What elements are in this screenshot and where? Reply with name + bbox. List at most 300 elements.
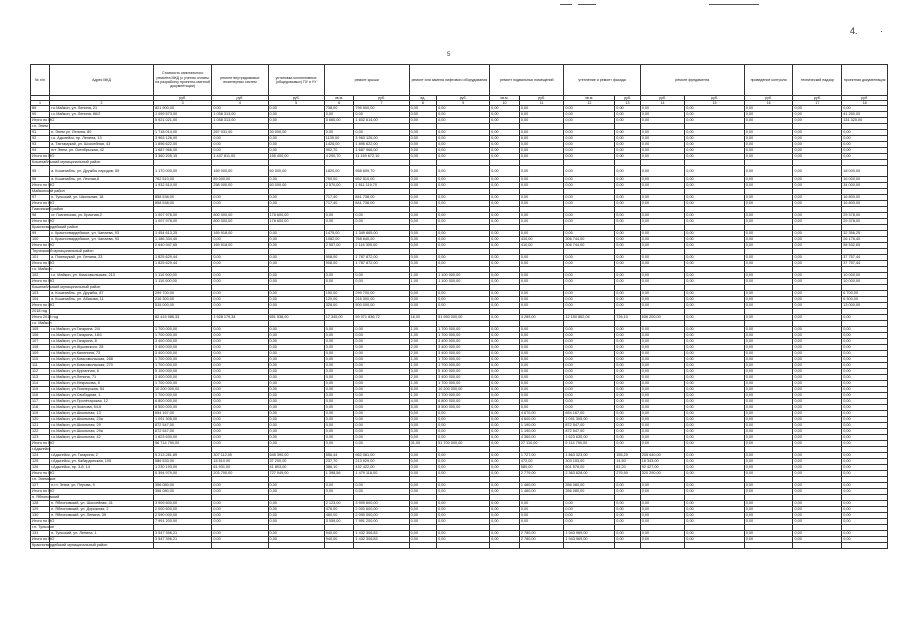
table-cell: 0,00 [268,417,324,423]
table-cell: 0,00 [793,112,842,118]
table-cell: 0,00 [615,417,640,423]
table-cell: 0,00 [212,387,268,393]
table-cell: 0,00 [564,351,615,357]
table-cell: 82 415 986,33 [154,315,212,321]
table-cell: 0,00 [640,393,685,399]
table-cell: 0,00 [354,333,409,339]
table-cell: 1 623 630,00 [564,435,615,441]
table-cell: 356 080,00 [564,489,615,495]
table-cell: 0,00 [793,351,842,357]
table-cell: 102 [31,273,50,279]
table-cell: 7 991 200,00 [354,519,409,525]
table-cell: 2 557,00 [324,243,354,249]
table-cell: 2018 год [31,309,50,315]
table-cell: 0,00 [519,213,564,219]
table-cell: 0,00 [437,417,490,423]
table-cell: 0,00 [685,441,744,447]
table-cell: 0,00 [793,339,842,345]
table-cell: 16 000,00 [842,177,888,183]
table-cell: 0,00 [842,501,888,507]
col-header-supervision: технический надзор [793,65,842,96]
table-cell: 1 700 000,00 [437,327,490,333]
table-cell: 0,00 [685,429,744,435]
table-cell: 0,00 [409,201,437,207]
table-cell: Итого по МО [32,279,55,283]
table-cell: 0,00 [744,363,793,369]
table-cell: 0,00 [615,195,640,201]
table-cell: 0,00 [437,183,490,189]
table-cell: с. Красногвардейское, ул. Чапаева, 93 [50,237,154,243]
table-cell: 0,00 [564,166,615,177]
table-cell: 2,00 [409,345,437,351]
table-cell: 0,00 [212,195,268,201]
table-cell: 0,00 [354,130,409,136]
table-cell: 0,00 [490,471,520,477]
table-cell: 0,00 [437,513,490,519]
table-cell: 0,00 [615,237,640,243]
table-cell: 750,00 [324,177,354,183]
table-cell: 0,00 [793,154,842,160]
table-cell: 16 800,00 [842,195,888,201]
table-cell: 0,00 [685,435,744,441]
table-cell: 0,00 [842,387,888,393]
table-cell: 0,00 [744,381,793,387]
table-cell: 0,00 [268,261,324,267]
table-cell: 0,00 [615,351,640,357]
table-cell: 1 110 000,00 [154,279,212,285]
table-cell: 0,00 [842,333,888,339]
table-cell: 762 510,00 [154,177,212,183]
table-cell: 0,00 [744,435,793,441]
table-cell: 0,00 [437,136,490,142]
table-cell: 0,00 [409,291,437,297]
table-cell: 0,00 [744,177,793,183]
table-cell: 0,00 [519,183,564,189]
table-cell: 0,00 [685,333,744,339]
table-cell: 0,00 [793,531,842,537]
table-cell: 109 [31,351,50,357]
page-number: 5 [447,52,451,58]
table-cell: 0,00 [268,106,324,112]
table-cell: 0,00 [519,519,564,525]
table-cell: 0,00 [744,375,793,381]
table-cell: 0,00 [490,106,520,112]
table-cell: 0,00 [490,339,520,345]
table-cell: 0,00 [490,148,520,154]
table-cell: 150,00 [324,291,354,297]
table-cell: 0,00 [324,381,354,387]
table-cell: п. Яблоновский, ул. Дорожная, 2 [50,507,154,513]
table-cell: 0,00 [409,118,437,124]
table-cell: 0,00 [685,142,744,148]
table-cell: 0,00 [615,501,640,507]
table-cell: 0,00 [564,213,615,219]
table-cell: г.п. Энем [32,124,48,128]
col-header-roof: ремонт крыши [324,65,409,96]
table-cell: 0,00 [409,142,437,148]
table-cell: г.о.Майкоп, ул. Ленина, 21 [50,106,154,112]
table-cell: 0,00 [744,399,793,405]
col-header-foundation: ремонт фундамента [640,65,744,96]
table-cell: 0,00 [437,237,490,243]
table-cell: 0,00 [685,417,744,423]
table-cell: 106 [31,333,50,339]
table-cell: 0,00 [409,243,437,249]
table-cell: 727 049,00 [268,471,324,477]
table-cell: 16 800,00 [842,201,888,207]
table-cell: 0,00 [685,387,744,393]
table-cell: 119 [31,411,50,417]
table-cell: 5 213 281,89 [154,453,212,459]
table-cell: 652 510,00 [354,177,409,183]
table-cell: 0,00 [744,219,793,225]
table-cell: 636 200,00 [640,315,685,321]
table-cell: 515 000,00 [154,303,212,309]
table-cell: 0,00 [212,327,268,333]
table-cell: 356 080,00 [154,483,212,489]
table-cell: Итого 2018 год [32,315,59,319]
table-cell: 1 190,00 [519,429,564,435]
table-cell: 0,00 [437,423,490,429]
table-cell: 6,00 [409,387,437,393]
table-cell: 0,00 [490,154,520,160]
table-cell: 0,00 [490,177,520,183]
table-cell: 1,00 [409,363,437,369]
table-cell: 1 825 629,44 [154,255,212,261]
table-cell: 0,00 [564,303,615,309]
table-cell: 872 547,00 [154,423,212,429]
table-cell: 0,00 [490,507,520,513]
table-cell: 0,00 [354,423,409,429]
table-cell: 0,00 [615,303,640,309]
table-cell: 0,00 [268,363,324,369]
table-cell: 2,00 [409,375,437,381]
table-cell: 0,00 [519,136,564,142]
table-cell: 7 991 200,00 [154,519,212,525]
table-cell: 0,00 [842,435,888,441]
table-cell: 940,00 [324,537,354,543]
table-cell: 0,00 [212,106,268,112]
table-cell: 0,00 [324,213,354,219]
table-cell: с. Красногвардейское, ул. Чапаева, 93 [50,231,154,237]
table-cell: 9 [437,101,490,106]
table-cell: 117 [31,399,50,405]
table-cell: 0,00 [268,243,324,249]
table-cell: 0,00 [842,357,888,363]
table-cell: 0,00 [268,255,324,261]
table-cell: 0,00 [793,375,842,381]
table-cell: 0,00 [268,435,324,441]
table-cell: 0,00 [744,333,793,339]
table-cell: 89 000,00 [212,177,268,183]
table-cell: 0,00 [640,501,685,507]
table-cell: Итого по МО [32,183,55,187]
table-cell: 0,00 [519,166,564,177]
table-cell: 0,00 [519,339,564,345]
table-cell: 0,00 [615,279,640,285]
table-cell: 1426,00 [324,142,354,148]
table-cell: 0,00 [842,483,888,489]
table-cell: 115 [31,387,50,393]
table-cell: 0,00 [842,375,888,381]
table-cell: 0,00 [564,219,615,225]
table-cell: 0,00 [490,273,520,279]
table-cell: 0,00 [519,333,564,339]
table-cell: 0,00 [490,303,520,309]
table-cell: 0,00 [640,363,685,369]
table-cell: 1,00 [409,357,437,363]
table-cell: 0,00 [793,393,842,399]
table-cell: 0,00 [409,106,437,112]
table-cell: 0,00 [324,345,354,351]
col-header-elevator: ремонт или замена лифтового оборудования [409,65,490,96]
table-cell: 0,00 [564,333,615,339]
table-cell: 0,00 [793,213,842,219]
table-cell: 0,00 [354,339,409,345]
table-cell: 0,00 [354,279,409,285]
table-cell: 0,00 [744,106,793,112]
table-cell: 30 000,00 [268,130,324,136]
table-cell: 0,00 [268,411,324,417]
table-cell: 0,00 [409,435,437,441]
table-cell: 0,00 [793,453,842,459]
table-cell: 267 031,00 [212,130,268,136]
table-cell: 0,00 [842,339,888,345]
table-cell: Итого по МО [32,471,55,475]
table-cell: 114 [31,381,50,387]
table-cell: а. Тахтамукай, ул. Шоссейная, 43 [50,142,154,148]
table-cell: 16,00 [409,315,437,321]
table-cell: 5 394 979,00 [154,471,212,477]
table-cell: 299 700,00 [154,291,212,297]
table-cell: 258 000,00 [212,183,268,189]
table-cell: 3 400 000,00 [437,345,490,351]
table-cell: 169 918,00 [212,231,268,237]
table-cell: 1 687 966,00 [354,148,409,154]
table-cell: 0,00 [793,465,842,471]
table-cell: 0,00 [685,465,744,471]
table-cell: Итого по МО [32,261,55,265]
table-cell: 841 738,00 [354,195,409,201]
table-cell: 0,00 [409,255,437,261]
table-cell: г.о.Майкоп, ул.Пионерская, 54 [50,387,154,393]
table-cell: 98 [31,213,50,219]
table-cell: 0,00 [615,399,640,405]
table-cell: 12 [564,101,615,106]
table-cell: 0,00 [437,219,490,225]
table-cell: 0,00 [437,201,490,207]
table-cell: 0,00 [268,519,324,525]
table-cell: 0,00 [212,519,268,525]
table-cell: 0,00 [615,291,640,297]
table-cell: 0,00 [409,195,437,201]
table-cell: 0,00 [793,237,842,243]
top-rule-left [560,4,572,5]
table-cell: 0,00 [490,219,520,225]
table-cell: 0,00 [564,381,615,387]
table-cell: 1 718 014,00 [154,130,212,136]
table-cell: г.о. Майкоп [32,321,52,325]
table-cell: 0,00 [793,357,842,363]
table-cell: 0,00 [268,507,324,513]
table-cell: 0,00 [437,291,490,297]
table-cell: 0,00 [212,381,268,387]
table-cell: 0,00 [744,273,793,279]
table-cell: 0,00 [615,429,640,435]
table-cell: г.о.Майкоп, ул.Комсомольская, 270 [50,363,154,369]
table-cell: 0,00 [212,369,268,375]
table-cell: 0,00 [744,351,793,357]
table-cell: 0,00 [640,435,685,441]
table-cell: 0,00 [842,411,888,417]
table-cell: 2 000 600,00 [154,507,212,513]
table-cell: 0,00 [685,237,744,243]
table-cell: 0,00 [324,399,354,405]
table-cell: руб. [685,96,744,101]
table-cell: кв.м. [564,96,615,101]
table-cell: 0,00 [640,423,685,429]
table-cell: а. Понежукай, ул. Ленина, 23 [50,255,154,261]
table-cell: 0,00 [268,345,324,351]
table-cell: 0,00 [490,130,520,136]
table-cell: 105 [31,327,50,333]
table-cell [640,543,685,549]
table-cell: 96 [31,177,50,183]
table-cell: 0,00 [640,297,685,303]
table-cell: 0,00 [744,387,793,393]
table-cell: 1 460,00 [519,489,564,495]
table-cell: 0,00 [354,219,409,225]
table-cell: 0,00 [519,148,564,154]
table-cell: 1 896 622,00 [354,142,409,148]
table-cell: 0,00 [519,381,564,387]
table-cell: 169 918,00 [212,243,268,249]
table-cell: 37 757,44 [842,261,888,267]
table-cell: 1 700 000,00 [154,363,212,369]
table-cell: 0,00 [354,435,409,441]
table-cell: 0,00 [354,417,409,423]
table-cell: 0,00 [212,531,268,537]
table-cell: 0,00 [490,501,520,507]
table-cell: 0,00 [354,393,409,399]
table-cell: 0,00 [615,183,640,189]
table-cell: 0,00 [324,273,354,279]
table-cell: 0,00 [324,441,354,447]
table-cell: 3 289,00 [519,315,564,321]
table-cell: 0,00 [685,166,744,177]
table-cell: 1 349 665,00 [354,231,409,237]
table-cell: 0,00 [354,411,409,417]
table-cell: 1820,00 [324,166,354,177]
table-cell: кв.м. [490,96,520,101]
table-cell: 0,00 [744,327,793,333]
table-cell: 1 700 000,00 [437,381,490,387]
table-cell: 0,00 [615,112,640,118]
table-cell: 0,00 [268,399,324,405]
table-cell: 11 [519,101,564,106]
table-cell: 0,00 [212,345,268,351]
table-cell: 31,00 [409,441,437,447]
table-cell: 0,00 [564,231,615,237]
table-cell: 580,00 [519,465,564,471]
table-cell: 0,00 [744,417,793,423]
table-cell: 0,00 [793,387,842,393]
table-cell: 0,00 [409,531,437,537]
table-cell: 0,00 [519,327,564,333]
table-cell: 0,00 [640,142,685,148]
table-cell: г.о.Майкоп, ул.Калинина, 73 [50,351,154,357]
table-cell: 8 [409,101,437,106]
table-cell: г.о.Майкоп, ул.Гагарина, 8 [50,339,154,345]
table-cell: 0,00 [640,279,685,285]
table-cell: 0,00 [615,333,640,339]
table-cell: 0,00 [437,465,490,471]
table-cell: 0,00 [640,243,685,249]
table-cell [615,543,640,549]
table-cell: 0,00 [409,219,437,225]
table-cell: 0,00 [842,142,888,148]
table-cell: 0,00 [685,519,744,525]
table-cell: 0,00 [744,201,793,207]
table-cell: 0,00 [744,279,793,285]
table-cell: 0,00 [324,489,354,495]
table-cell: 0,00 [793,166,842,177]
table-cell: 0,00 [615,154,640,160]
table-cell: 0,00 [640,345,685,351]
table-cell: 0,00 [793,417,842,423]
table-cell: 0,00 [354,381,409,387]
table-cell: 10 200 000,00 [437,387,490,393]
table-cell: 0,00 [324,327,354,333]
table-cell: 130 [31,513,50,519]
table-cell: 908,00 [324,255,354,261]
table-cell: 0,00 [793,435,842,441]
table-cell: 0,00 [490,393,520,399]
table-cell: 0,00 [685,501,744,507]
table-cell: 0,00 [490,183,520,189]
table-cell: 1 825 629,44 [154,261,212,267]
table-cell: 0,00 [519,513,564,519]
table-cell: 1 943 969,00 [564,537,615,543]
table-cell: 0,00 [842,363,888,369]
table-cell: 872 547,00 [564,429,615,435]
table-cell: 101 [31,255,50,261]
table-cell: 0,00 [324,429,354,435]
table-cell: 0,00 [615,531,640,537]
table-cell: г.о.Майкоп, ул.Школьная, 29 [50,423,154,429]
table-cell: 0,00 [212,279,268,285]
table-cell: 1 058 313,00 [212,112,268,118]
table-cell: 306 744,00 [564,237,615,243]
table-cell: ед. [409,96,437,101]
table-cell: 0,00 [640,357,685,363]
table-cell: 6 800 000,00 [154,399,212,405]
table-cell: 0,00 [615,489,640,495]
table-cell: г.о.Майкоп, ул.Чкалова, 54-6 [50,405,154,411]
table-cell: 0,00 [640,130,685,136]
table-cell: 0,00 [324,405,354,411]
table-cell: 0,00 [744,183,793,189]
table-cell: 0,00 [564,177,615,183]
table-cell: 0,00 [685,195,744,201]
table-cell: 0,00 [793,507,842,513]
table-cell: 0,00 [490,375,520,381]
table-cell: 0,00 [437,130,490,136]
table-cell: 0,00 [842,519,888,525]
table-cell: 5 100 000,00 [154,369,212,375]
table-cell: 0,00 [212,405,268,411]
table-cell: 0,00 [685,489,744,495]
